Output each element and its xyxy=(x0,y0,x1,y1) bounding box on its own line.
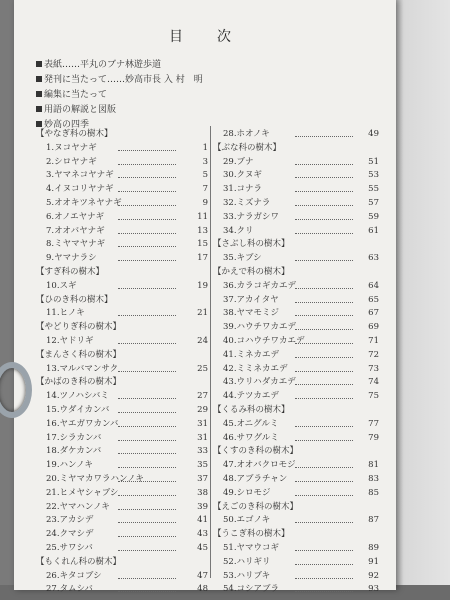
intro-item xyxy=(36,73,203,88)
leader-dots xyxy=(295,398,353,399)
entry-page: 35 xyxy=(197,460,208,471)
leader-dots xyxy=(295,315,353,316)
section-heading: 【すぎ科の樹木】 xyxy=(36,266,105,277)
intro-text: 編集に当たって xyxy=(44,90,108,100)
entry-name: 30.クヌギ xyxy=(223,170,262,181)
toc-entry xyxy=(213,169,383,183)
entry-name: 11.ヒノキ xyxy=(46,308,85,319)
entry-name: 2.シロヤナギ xyxy=(46,156,97,167)
toc-entry xyxy=(213,376,383,390)
section-heading: 【もくれん科の樹木】 xyxy=(36,556,122,567)
entry-page: 5 xyxy=(202,170,208,181)
entry-page: 57 xyxy=(368,197,379,208)
toc-entry xyxy=(36,390,212,404)
entry-name: 6.オノエヤナギ xyxy=(46,211,105,222)
toc-entry xyxy=(213,183,383,197)
entry-page: 7 xyxy=(202,184,208,195)
entry-page: 49 xyxy=(368,129,379,139)
entry-name: 31.コナラ xyxy=(223,184,263,195)
entry-name: 15.ウダイカンバ xyxy=(46,404,110,415)
section-heading: 【さぶし科の樹木】 xyxy=(213,239,290,250)
entry-page: 37 xyxy=(197,473,208,484)
entry-page: 45 xyxy=(197,542,208,553)
entry-name: 8.ミヤマヤナギ xyxy=(46,239,106,250)
toc-entry xyxy=(36,335,212,349)
toc-entry xyxy=(36,156,212,170)
entry-page: 31 xyxy=(197,432,208,443)
entry-page: 25 xyxy=(197,363,208,374)
toc-entry xyxy=(36,418,212,432)
toc-left-column xyxy=(36,128,212,597)
entry-name: 26.キタコブシ xyxy=(46,570,102,581)
section-heading: 【まんさく科の樹木】 xyxy=(36,349,122,360)
leader-dots xyxy=(118,481,176,482)
entry-name: 39.ハウチワカエデ xyxy=(223,322,297,333)
toc-entry xyxy=(213,307,383,321)
section-heading: 【うこぎ科の樹木】 xyxy=(213,529,290,540)
leader-dots xyxy=(295,177,353,178)
intro-text: 表紙……平丸のブナ林遊歩道 xyxy=(44,60,162,70)
leader-dots xyxy=(118,550,176,551)
leader-dots xyxy=(295,357,353,358)
leader-dots xyxy=(295,564,353,565)
intro-text: 用語の解説と図版 xyxy=(44,105,117,115)
toc-entry xyxy=(213,432,383,446)
toc-entry xyxy=(213,211,383,225)
entry-name: 51.ヤマウコギ xyxy=(223,542,280,553)
adjacent-page xyxy=(392,0,450,600)
entry-name: 38.ヤマモミジ xyxy=(223,308,280,319)
toc-entry xyxy=(213,514,383,528)
entry-page: 75 xyxy=(368,391,379,402)
entry-name: 48.アブラチャン xyxy=(223,473,288,484)
leader-dots xyxy=(295,329,353,330)
leader-dots xyxy=(295,302,353,303)
entry-page: 92 xyxy=(368,570,379,581)
entry-name: 12.ヤドリギ xyxy=(46,335,94,346)
entry-page: 65 xyxy=(368,294,379,305)
leader-dots xyxy=(295,591,353,592)
entry-page: 55 xyxy=(368,184,379,195)
leader-dots xyxy=(118,412,176,413)
entry-page: 19 xyxy=(197,280,208,291)
toc-entry xyxy=(36,514,212,528)
entry-name: 40.コハウチワカエデ xyxy=(223,335,305,346)
toc-entry xyxy=(36,197,212,211)
entry-page: 1 xyxy=(202,142,208,153)
leader-dots xyxy=(118,150,176,151)
toc-entry xyxy=(36,528,212,542)
section-heading: 【やなぎ科の樹木】 xyxy=(36,129,113,139)
entry-page: 83 xyxy=(368,473,379,484)
entry-page: 11 xyxy=(197,211,208,222)
intro-text: 妙高の四季 xyxy=(44,120,90,130)
leader-dots xyxy=(295,219,353,220)
leader-dots xyxy=(295,371,353,372)
entry-name: 20.ミヤマカワラハンノキ xyxy=(46,473,144,484)
entry-name: 32.ミズナラ xyxy=(223,197,271,208)
leader-dots xyxy=(118,191,176,192)
entry-name: 36.カラコギカエデ xyxy=(223,280,297,291)
entry-name: 33.ナラガシワ xyxy=(223,211,280,222)
leader-dots xyxy=(118,591,176,592)
entry-page: 71 xyxy=(368,335,379,346)
section-heading: 【やどりぎ科の樹木】 xyxy=(36,322,122,333)
leader-dots xyxy=(295,164,353,165)
toc-page xyxy=(14,0,396,595)
toc-entry xyxy=(36,183,212,197)
entry-name: 13.マルバマンサク xyxy=(46,363,119,374)
intro-item xyxy=(36,88,203,103)
toc-entry xyxy=(36,445,212,459)
toc-entry xyxy=(213,418,383,432)
page-title: 目 次 xyxy=(169,29,241,45)
leader-dots xyxy=(118,164,176,165)
section-heading: 【かばのき科の樹木】 xyxy=(36,377,122,388)
entry-name: 44.テツカエデ xyxy=(223,391,279,402)
entry-page: 89 xyxy=(368,542,379,553)
entry-page: 39 xyxy=(197,501,208,512)
entry-name: 49.シロモジ xyxy=(223,487,271,498)
toc-entry xyxy=(36,542,212,556)
entry-page: 27 xyxy=(197,391,208,402)
toc-entry xyxy=(36,363,212,377)
entry-page: 73 xyxy=(368,363,379,374)
toc-entry xyxy=(36,487,212,501)
entry-name: 27.タムシバ xyxy=(46,584,93,595)
leader-dots xyxy=(295,426,353,427)
leader-dots xyxy=(295,522,353,523)
toc-entry xyxy=(213,128,383,142)
entry-page: 3 xyxy=(202,156,208,167)
entry-name: 4.イヌコリヤナギ xyxy=(46,184,114,195)
toc-entry xyxy=(36,238,212,252)
section-heading: 【くすのき科の樹木】 xyxy=(213,446,299,457)
toc-entry xyxy=(213,349,383,363)
toc-entry xyxy=(213,363,383,377)
leader-dots xyxy=(118,398,176,399)
entry-name: 9.ヤマナラシ xyxy=(46,253,97,264)
toc-entry xyxy=(213,252,383,266)
entry-name: 3.ヤマネコヤナギ xyxy=(46,170,114,181)
bullet-square-icon xyxy=(36,91,42,97)
entry-name: 46.サワグルミ xyxy=(223,432,279,443)
toc-entry xyxy=(36,142,212,156)
entry-page: 21 xyxy=(197,308,208,319)
entry-name: 47.オオバクロモジ xyxy=(223,460,296,471)
leader-dots xyxy=(118,467,176,468)
leader-dots xyxy=(118,578,176,579)
entry-name: 22.ヤマハンノキ xyxy=(46,501,110,512)
toc-entry xyxy=(213,473,383,487)
leader-dots xyxy=(295,578,353,579)
leader-dots xyxy=(295,495,353,496)
leader-dots xyxy=(295,288,353,289)
entry-page: 33 xyxy=(197,446,208,457)
entry-name: 45.オニグルミ xyxy=(223,418,279,429)
intro-list xyxy=(36,58,203,133)
leader-dots xyxy=(118,453,176,454)
entry-name: 34.クリ xyxy=(223,225,254,236)
leader-dots xyxy=(295,233,353,234)
entry-page: 93 xyxy=(368,584,379,595)
leader-dots xyxy=(118,315,176,316)
section-heading: 【えごのき科の樹木】 xyxy=(213,501,299,512)
entry-name: 19.ハンノキ xyxy=(46,460,93,471)
leader-dots xyxy=(295,191,353,192)
entry-name: 18.ダケカンバ xyxy=(46,446,102,457)
toc-entry xyxy=(36,404,212,418)
leader-dots xyxy=(295,550,353,551)
entry-page: 9 xyxy=(202,197,208,208)
entry-page: 38 xyxy=(197,487,208,498)
toc-entry xyxy=(213,459,383,473)
toc-entry xyxy=(36,307,212,321)
leader-dots xyxy=(295,384,353,385)
entry-name: 42.ミミネカエデ xyxy=(223,363,288,374)
toc-entry xyxy=(36,211,212,225)
leader-dots xyxy=(295,205,353,206)
toc-entry xyxy=(36,252,212,266)
entry-name: 25.サワシバ xyxy=(46,542,93,553)
entry-name: 1.ヌコヤナギ xyxy=(46,142,97,153)
leader-dots xyxy=(295,136,353,137)
entry-page: 15 xyxy=(197,239,208,250)
entry-page: 51 xyxy=(368,156,379,167)
entry-page: 85 xyxy=(368,487,379,498)
entry-name: 24.クマシデ xyxy=(46,529,94,540)
entry-page: 48 xyxy=(197,584,208,595)
entry-page: 29 xyxy=(197,404,208,415)
toc-entry xyxy=(36,570,212,584)
entry-name: 17.シラカンバ xyxy=(46,432,102,443)
leader-dots xyxy=(118,233,176,234)
entry-page: 67 xyxy=(368,308,379,319)
toc-entry xyxy=(213,156,383,170)
toc-entry xyxy=(213,570,383,584)
toc-entry xyxy=(213,556,383,570)
entry-name: 54.コシアブラ xyxy=(223,584,280,595)
intro-item xyxy=(36,58,203,73)
leader-dots xyxy=(295,481,353,482)
leader-dots xyxy=(295,440,353,441)
entry-page: 31 xyxy=(197,418,208,429)
toc-entry xyxy=(36,473,212,487)
entry-name: 52.ハリギリ xyxy=(223,556,271,567)
entry-page: 53 xyxy=(368,170,379,181)
leader-dots xyxy=(118,536,176,537)
entry-name: 28.ホオノキ xyxy=(223,129,270,139)
entry-page: 79 xyxy=(368,432,379,443)
intro-text: 発刊に当たって……妙高市長 入 村 明 xyxy=(44,75,203,85)
entry-name: 37.アカイタヤ xyxy=(223,294,279,305)
entry-page: 64 xyxy=(368,280,379,291)
entry-name: 23.アカシデ xyxy=(46,515,94,526)
toc-entry xyxy=(213,487,383,501)
toc-entry xyxy=(36,583,212,597)
entry-page: 87 xyxy=(368,515,379,526)
leader-dots xyxy=(295,467,353,468)
leader-dots xyxy=(118,440,176,441)
leader-dots xyxy=(118,343,176,344)
entry-page: 17 xyxy=(197,253,208,264)
bullet-square-icon xyxy=(36,121,42,127)
intro-item xyxy=(36,103,203,118)
entry-name: 29.ブナ xyxy=(223,156,254,167)
entry-name: 5.オオキツネヤナギ xyxy=(46,197,122,208)
toc-entry xyxy=(213,583,383,597)
entry-name: 43.ウリハダカエデ xyxy=(223,377,296,388)
entry-name: 7.オオバヤナギ xyxy=(46,225,105,236)
entry-name: 50.エゴノキ xyxy=(223,515,271,526)
leader-dots xyxy=(118,371,176,372)
bullet-square-icon xyxy=(36,106,42,112)
toc-right-column xyxy=(213,128,383,597)
entry-page: 43 xyxy=(197,529,208,540)
entry-page: 41 xyxy=(197,515,208,526)
entry-name: 21.ヒメヤシャブシ xyxy=(46,487,119,498)
leader-dots xyxy=(118,177,176,178)
leader-dots xyxy=(118,495,176,496)
toc-entry xyxy=(213,280,383,294)
section-heading: 【ぶな科の樹木】 xyxy=(213,142,282,153)
toc-entry xyxy=(36,501,212,515)
toc-entry xyxy=(213,335,383,349)
toc-entry xyxy=(36,280,212,294)
leader-dots xyxy=(118,246,176,247)
toc-entry xyxy=(213,321,383,335)
entry-page: 74 xyxy=(368,377,379,388)
toc-entry xyxy=(36,225,212,239)
section-heading: 【かえで科の樹木】 xyxy=(213,266,290,277)
entry-page: 69 xyxy=(368,322,379,333)
toc-entry xyxy=(213,225,383,239)
entry-name: 41.ミネカエデ xyxy=(223,349,280,360)
entry-page: 72 xyxy=(368,349,379,360)
entry-page: 77 xyxy=(368,418,379,429)
leader-dots xyxy=(118,509,176,510)
toc-entry xyxy=(36,432,212,446)
toc-entry xyxy=(213,197,383,211)
entry-name: 10.スギ xyxy=(46,280,77,291)
entry-name: 16.ヤエガワカンバ xyxy=(46,418,119,429)
toc-entry xyxy=(213,542,383,556)
toc-entry xyxy=(36,169,212,183)
entry-name: 53.ハリブキ xyxy=(223,570,271,581)
section-heading: 【ひのき科の樹木】 xyxy=(36,294,113,305)
toc-entry xyxy=(36,459,212,473)
leader-dots xyxy=(295,260,353,261)
entry-name: 14.ツノハシバミ xyxy=(46,391,109,402)
leader-dots xyxy=(118,205,176,206)
entry-name: 35.キブシ xyxy=(223,253,262,264)
toc-entry xyxy=(213,294,383,308)
entry-page: 91 xyxy=(368,556,379,567)
leader-dots xyxy=(118,260,176,261)
leader-dots xyxy=(118,288,176,289)
bullet-square-icon xyxy=(36,76,42,82)
leader-dots xyxy=(118,219,176,220)
entry-page: 24 xyxy=(197,335,208,346)
section-heading: 【くるみ科の樹木】 xyxy=(213,404,290,415)
entry-page: 13 xyxy=(197,225,208,236)
entry-page: 63 xyxy=(368,253,379,264)
leader-dots xyxy=(295,343,353,344)
bullet-square-icon xyxy=(36,61,42,67)
leader-dots xyxy=(118,522,176,523)
entry-page: 81 xyxy=(368,460,379,471)
entry-page: 47 xyxy=(197,570,208,581)
entry-page: 61 xyxy=(368,225,379,236)
toc-entry xyxy=(213,390,383,404)
leader-dots xyxy=(118,426,176,427)
entry-page: 59 xyxy=(368,211,379,222)
